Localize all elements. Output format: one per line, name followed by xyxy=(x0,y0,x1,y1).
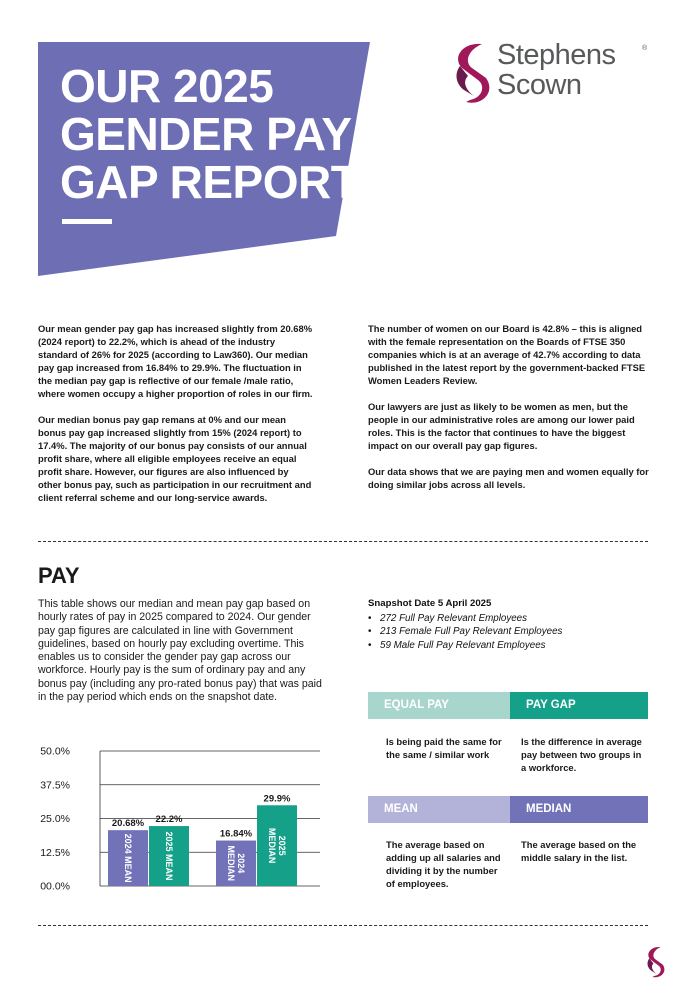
page-title xyxy=(60,62,360,206)
footer-divider xyxy=(38,925,648,926)
intro-paragraph: The number of women on our Board is 42.8% – this is aligned with the female representation on the Boards of FTSE 350 companies which is at an average of 42.7% according to data published in the latest report by the government-backed FTSE Women Leaders Review. xyxy=(368,323,646,386)
y-tick-label: 00.0% xyxy=(40,880,70,893)
pay-gap-chart xyxy=(30,738,330,898)
bar-value-label: 22.2% xyxy=(155,814,183,826)
intro-left-column xyxy=(38,322,314,517)
bar-category-label-line: 2025 xyxy=(277,835,287,856)
registered-mark: ® xyxy=(642,45,648,52)
mean-definition: The average based on adding up all salaries and dividing it by the number of employees. xyxy=(386,839,501,889)
footer-logo-icon xyxy=(645,945,667,979)
title-line-1: OUR 2025 xyxy=(60,60,274,112)
intro-paragraph: Our mean gender pay gap has increased slightly from 20.68% (2024 report) to 22.2%, which is ahead of the industry standard of 26% for 2025 (according to Law360). Our median pay gap increased from 16.84% to 29.9%. The fluctuation in the median pay gap is reflective of our female /male ratio, where women occupy a higher proportion of roles in our firm. xyxy=(38,323,313,399)
title-line-3: GAP REPORT xyxy=(60,156,359,208)
stephens-scown-logo-icon xyxy=(452,40,494,106)
median-header: MEDIAN xyxy=(510,796,648,823)
y-tick-label: 12.5% xyxy=(40,846,70,859)
intro-paragraph: Our lawyers are just as likely to be women as men, but the people in our administrative roles are among our lower paid roles. This is the factor that continues to have the biggest impact on our overall pay gap figures. xyxy=(368,401,635,451)
brand-name-line-2: Scown xyxy=(497,69,582,101)
bar-value-label: 16.84% xyxy=(219,828,253,840)
mean-header: MEAN xyxy=(368,796,510,823)
bar-category-label-line: 2024 MEAN xyxy=(123,833,133,883)
bar-category-label-line: 2024 xyxy=(236,853,246,874)
y-tick-label: 25.0% xyxy=(40,813,70,825)
title-underline xyxy=(62,219,112,224)
bar-category-label xyxy=(123,834,133,883)
y-tick-label: 50.0% xyxy=(40,745,70,758)
snapshot-item: • 59 Male Full Pay Relevant Employees xyxy=(368,639,562,652)
intro-paragraph: Our data shows that we are paying men and women equally for doing similar jobs across all levels. xyxy=(368,466,649,490)
intro-right-column xyxy=(368,322,652,504)
median-definition: The average based on the middle salary in the list. xyxy=(521,839,637,863)
bar-category-label-line: MEDIAN xyxy=(267,827,277,864)
pay-description: This table shows our median and mean pay gap based on hourly rates of pay in 2025 compared to 2024. Our gender pay gap figures are calculated in line with Government guidelines, based on hourly pay excluding overtime. This enables us to consider the gender pay gap across our workforce. Hourly pay is the sum of ordinary pay and any bonus pay (including any pro-rated bonus pay) that was paid in the pay period which ends on the snapshot date. xyxy=(38,598,322,704)
pay-gap-definition: Is the difference in average pay between two groups in a workforce. xyxy=(521,736,642,773)
snapshot-title: Snapshot Date 5 April 2025 xyxy=(368,598,492,609)
title-line-2: GENDER PAY xyxy=(60,108,352,160)
section-divider xyxy=(38,541,648,542)
bar-category-label xyxy=(164,832,174,881)
bar-value-label: 29.9% xyxy=(263,793,291,805)
intro-paragraph: Our median bonus pay gap remans at 0% and our mean bonus pay gap increased slightly from 15% (2024 report) to 17.4%. The majority of our bonus pay consists of our annual profit share, where all eligible employees receive an equal profit share. However, our figures are also influenced by other bonus pay, such as participation in our recruitment and client referral scheme and our long-service awards. xyxy=(38,414,312,503)
snapshot-list xyxy=(368,612,562,652)
pay-gap-header: PAY GAP xyxy=(510,692,648,719)
bar-category-label-line: 2025 MEAN xyxy=(164,831,174,881)
snapshot-item: • 272 Full Pay Relevant Employees xyxy=(368,612,562,625)
bar-category-label-line: MEDIAN xyxy=(226,845,236,882)
equal-pay-header: EQUAL PAY xyxy=(368,692,510,719)
brand-name xyxy=(497,40,616,100)
pay-heading: PAY xyxy=(38,563,80,588)
brand-name-line-1: Stephens xyxy=(497,39,616,71)
snapshot-item: • 213 Female Full Pay Relevant Employees xyxy=(368,625,562,638)
y-tick-label: 37.5% xyxy=(40,779,70,792)
equal-pay-definition: Is being paid the same for the same / similar work xyxy=(386,736,502,760)
bar-value-label: 20.68% xyxy=(111,818,145,830)
